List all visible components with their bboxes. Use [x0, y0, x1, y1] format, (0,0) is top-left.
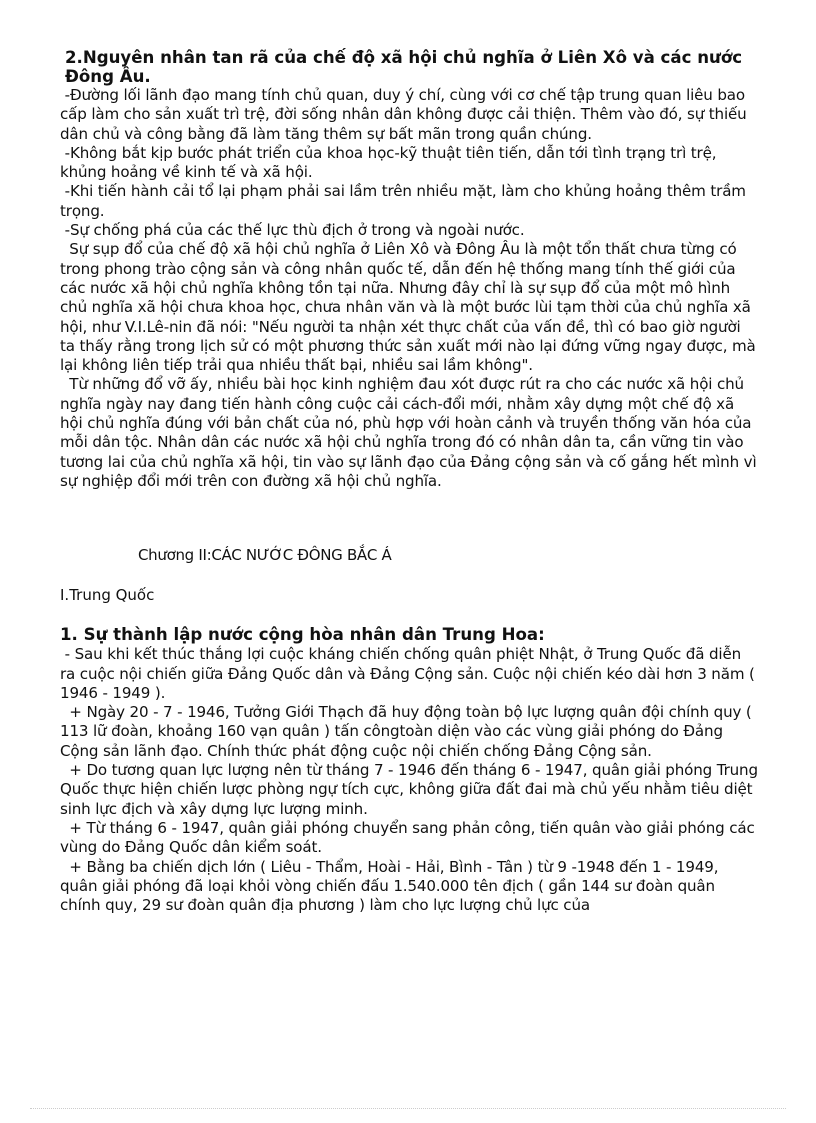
paragraph: -Đường lối lãnh đạo mang tính chủ quan, duy ý chí, cùng với cơ chế tập trung quan liêu bao cấp làm cho sản xuất trì trệ, đời sống nhân dân không được cải thiện. Thêm vào đó, sự thiếu dân chủ và công bằng đã làm tăng thêm sự bất mãn trong quần chúng.	[60, 86, 752, 143]
paragraph: + Từ tháng 6 - 1947, quân giải phóng chuyển sang phản công, tiến quân vào giải phóng các vùng do Đảng Quốc dân kiểm soát.	[60, 818, 760, 857]
paragraph: + Bằng ba chiến dịch lớn ( Liêu - Thẩm, Hoài - Hải, Bình - Tân ) từ 9 -1948 đến 1 - 1949, quân giải phóng đã loại khỏi vòng chiến đấu 1.540.000 tên địch ( gần 144 sư đoàn quân chính quy, 29 sư đoàn quân địa phương ) làm cho lực lượng chủ lực của	[60, 857, 724, 915]
spacer	[60, 565, 760, 586]
paragraph: Từ những đổ vỡ ấy, nhiều bài học kinh nghiệm đau xót được rút ra cho các nước xã hội chủ nghĩa ngày nay đang tiến hành công cuộc cải cách-đổi mới, nhằm xây dựng một chế độ xã hội chủ nghĩa đúng với bản chất của nó, phù hợp với hoàn cảnh và truyền thống văn hóa của mỗi dân tộc. Nhân dân các nước xã hội chủ nghĩa trong đó có nhân dân ta, cần vững tin vào tương lai của chủ nghĩa xã hội, tin vào sự lãnh đạo của Đảng cộng sản và cố gắng hết mình vì sự nghiệp đổi mới trên con đường xã hội chủ nghĩa.	[60, 375, 762, 490]
chapter-title: Chương II:CÁC NƯỚC ĐÔNG BẮC Á	[138, 546, 392, 565]
section-heading-collapse-causes: 2.Nguyên nhân tan rã của chế độ xã hội chủ nghĩa ở Liên Xô và các nước Đông Âu.	[65, 48, 743, 86]
paragraph: + Ngày 20 - 7 - 1946, Tưởng Giới Thạch đã huy động toàn bộ lực lượng quân đội chính quy ( 113 lữ đoàn, khoảng 160 vạn quân ) tấn côngtoàn diện vào các vùng giải phóng do Đảng Cộng sản lãnh đạo. Chính thức phát động cuộc nội chiến chống Đảng Cộng sản.	[60, 703, 757, 760]
document-page	[60, 48, 763, 915]
paragraph: Sự sụp đổ của chế độ xã hội chủ nghĩa ở Liên Xô và Đông Âu là một tổn thất chưa từng có trong phong trào cộng sản và công nhân quốc tế, dẫn đến hệ thống mang tính thế giới của các nước xã hội chủ nghĩa không tồn tại nữa. Nhưng đây chỉ là sự sụp đổ của một mô hình chủ nghĩa xã hội chưa khoa học, chưa nhân văn và là một bước lùi tạm thời của chủ nghĩa xã hội, như V.I.Lê-nin đã nói: "Nếu người ta nhận xét thực chất của vấn đề, thì có bao giờ người ta thấy rằng trong lịch sử có một phương thức sản xuất mới nào lại đứng vững ngay được, mà lại không liên tiếp trải qua nhiều thất bại, nhiều sai lầm không".	[60, 240, 761, 375]
page-bottom-divider	[30, 1108, 786, 1109]
paragraph: - Sau khi kết thúc thắng lợi cuộc kháng chiến chống quân phiệt Nhật, ở Trung Quốc đã diễn ra cuộc nội chiến giữa Đảng Quốc dân và Đảng Cộng sản. Cuộc nội chiến kéo dài hơn 3 năm ( 1946 - 1949 ).	[60, 645, 760, 702]
section-title: I.Trung Quốc	[60, 586, 155, 605]
paragraph: + Do tương quan lực lượng nên từ tháng 7 - 1946 đến tháng 6 - 1947, quân giải phóng Trung Quốc thực hiện chiến lược phòng ngự tích cực, không giữa đất đai mà chủ yếu nhằm tiêu diệt sinh lực địch và xây dựng lực lượng minh.	[60, 761, 763, 818]
spacer	[60, 605, 760, 625]
paragraph: -Không bắt kịp bước phát triển của khoa học-kỹ thuật tiên tiến, dẫn tới tình trạng trì trệ, khủng hoảng về kinh tế và xã hội.	[60, 143, 722, 182]
spacer	[60, 491, 760, 546]
section-heading-prc-founding: 1. Sự thành lập nước cộng hòa nhân dân Trung Hoa:	[60, 625, 545, 645]
paragraph: -Khi tiến hành cải tổ lại phạm phải sai lầm trên nhiều mặt, làm cho khủng hoảng thêm trầm trọng.	[60, 182, 751, 220]
paragraph: -Sự chống phá của các thế lực thù địch ở trong và ngoài nước.	[60, 221, 525, 240]
